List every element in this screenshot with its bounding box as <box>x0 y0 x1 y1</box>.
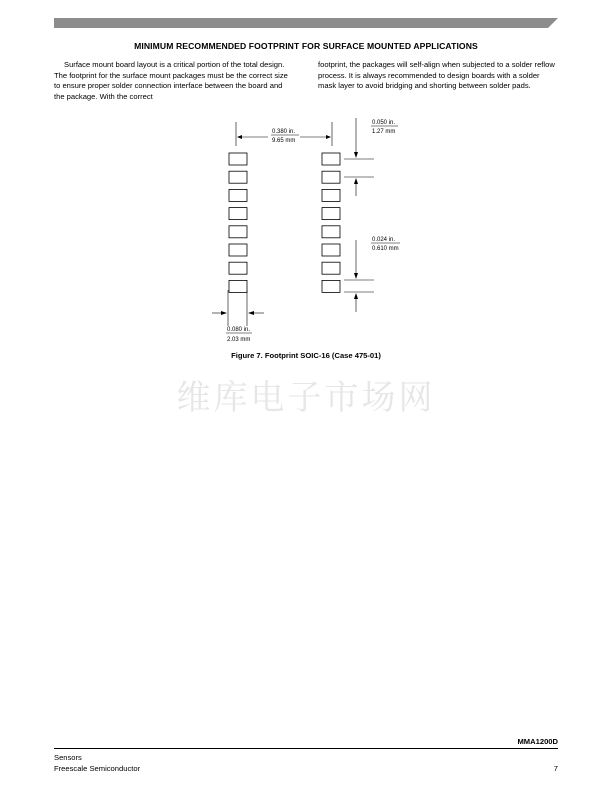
right-pad-6 <box>322 244 340 256</box>
left-pad-column <box>229 153 247 292</box>
right-pad-8 <box>322 280 340 292</box>
row-spacing-in-label: 0.380 in. <box>272 129 296 135</box>
pitch-in-label: 0.050 in. <box>372 120 396 126</box>
pad-width-dimension <box>344 237 400 312</box>
pad-width-mm-label: 0.610 mm <box>372 246 399 252</box>
right-pad-4 <box>322 208 340 220</box>
row-spacing-mm-label: 9.65 mm <box>272 138 296 144</box>
pitch-mm-label: 1.27 mm <box>372 129 396 135</box>
left-pad-2 <box>229 171 247 183</box>
left-pad-8 <box>229 280 247 292</box>
footer-company: Freescale Semiconductor <box>54 764 141 773</box>
right-pad-2 <box>322 171 340 183</box>
pad-length-dimension <box>212 290 264 343</box>
left-pad-7 <box>229 262 247 274</box>
footer-rule <box>54 748 558 749</box>
left-pad-6 <box>229 244 247 256</box>
figure-caption: Figure 7. Footprint SOIC-16 (Case 475-01) <box>231 351 381 360</box>
left-pad-5 <box>229 226 247 238</box>
pitch-dimension <box>344 118 398 196</box>
pad-width-in-label: 0.024 in. <box>372 237 396 243</box>
right-paragraph: footprint, the packages will self-align when subjected to a solder reflow process. It is always recommended to design boards with a solder mask layer to avoid bridging and shorting between solder pads. <box>318 60 555 91</box>
left-paragraph: Surface mount board layout is a critical portion of the total design. The footprint for the surface mount packages must be the correct size to ensure proper solder connection interface between the board and the package. With the correct <box>54 60 288 101</box>
section-title: MINIMUM RECOMMENDED FOOTPRINT FOR SURFACE MOUNTED APPLICATIONS <box>134 41 478 51</box>
left-pad-1 <box>229 153 247 165</box>
pad-length-in-label: 0.080 in. <box>227 327 251 333</box>
right-pad-column <box>322 153 340 292</box>
watermark: 维库电子市场网 <box>176 378 436 418</box>
footer-category: Sensors <box>54 753 82 762</box>
page-number: 7 <box>553 764 558 773</box>
right-pad-1 <box>322 153 340 165</box>
right-pad-3 <box>322 189 340 201</box>
pad-length-mm-label: 2.03 mm <box>227 337 251 343</box>
right-pad-7 <box>322 262 340 274</box>
right-pad-5 <box>322 226 340 238</box>
row-spacing-dimension <box>236 122 332 146</box>
left-pad-4 <box>229 208 247 220</box>
left-pad-3 <box>229 189 247 201</box>
part-number: MMA1200D <box>517 737 558 746</box>
